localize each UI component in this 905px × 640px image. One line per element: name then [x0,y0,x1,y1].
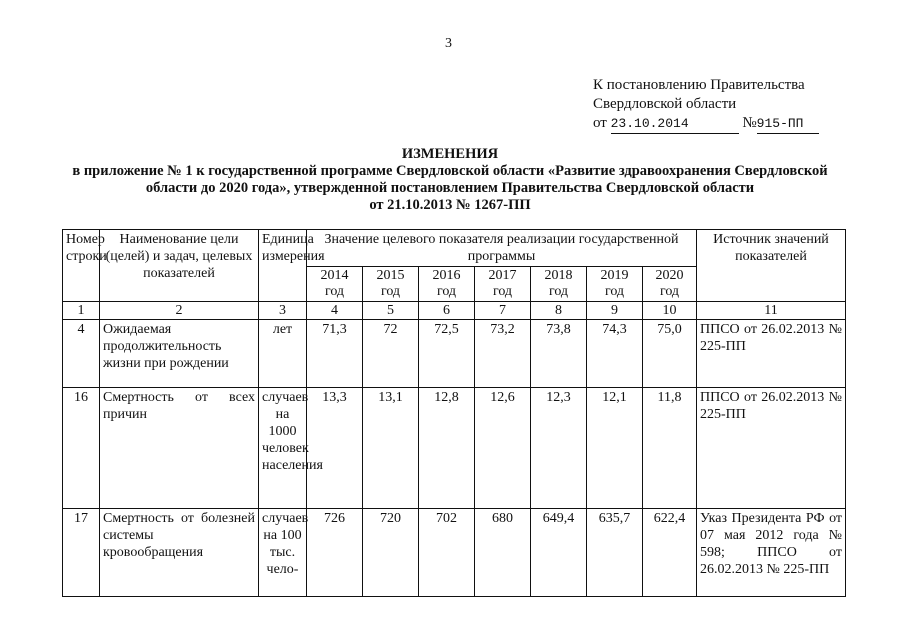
indicator-source: Указ Президента РФ от 07 мая 2012 года № 598; ППСО от 26.02.2013 № 225-ПП [697,509,846,597]
row-number: 17 [63,509,100,597]
indicator-name: Ожидаемая продолжительность жизни при рождении [100,320,259,388]
year-2016: 2016 год [419,267,475,302]
value-2014: 71,3 [307,320,363,388]
year-2015: 2015 год [363,267,419,302]
heading-line-2: области до 2020 года», утвержденной постановлением Правительства Свердловской области [145,180,755,196]
value-2020: 11,8 [643,388,697,509]
row-number: 16 [63,388,100,509]
indicator-source: ППСО от 26.02.2013 № 225-ПП [697,320,846,388]
year-2014: 2014 год [307,267,363,302]
column-number: 10 [643,302,697,320]
indicator-unit: лет [259,320,307,388]
table-row [63,320,846,388]
approval-date-line [593,114,819,134]
approval-date-prefix: от [593,115,607,131]
page-number: 3 [445,36,452,51]
approval-block [593,76,819,134]
value-2020: 75,0 [643,320,697,388]
column-number: 2 [100,302,259,320]
column-number: 5 [363,302,419,320]
header-name: Наименование цели (целей) и задач, целевых показателей [100,230,259,302]
column-number: 4 [307,302,363,320]
year-2020: 2020 год [643,267,697,302]
column-number: 6 [419,302,475,320]
value-2019: 74,3 [587,320,643,388]
year-2017: 2017 год [475,267,531,302]
value-2017: 12,6 [475,388,531,509]
approval-date: 23.10.2014 [611,114,739,134]
approval-line-1: К постановлению Правительства [593,77,805,93]
value-2019: 635,7 [587,509,643,597]
column-numbers-row [63,302,846,320]
indicator-name: Смертность от болезней системы кровообращения [100,509,259,597]
value-2015: 13,1 [363,388,419,509]
approval-number: 915-ПП [757,114,819,134]
header-values-group: Значение целевого показателя реализации государственной программы [307,230,697,267]
value-2019: 12,1 [587,388,643,509]
column-number: 11 [697,302,846,320]
value-2014: 726 [307,509,363,597]
header-row [63,230,846,267]
value-2018: 12,3 [531,388,587,509]
header-source: Источник значений показателей [697,230,846,302]
document-heading [60,146,840,214]
header-unit: Единица измерения [259,230,307,302]
column-number: 7 [475,302,531,320]
column-number: 3 [259,302,307,320]
header-row-number: Номер строки [63,230,100,302]
value-2017: 73,2 [475,320,531,388]
table-row [63,509,846,597]
indicator-name: Смертность от всех причин [100,388,259,509]
indicator-source: ППСО от 26.02.2013 № 225-ПП [697,388,846,509]
indicators-table [62,229,846,597]
heading-title: ИЗМЕНЕНИЯ [401,146,499,162]
value-2017: 680 [475,509,531,597]
indicator-unit: случаев на 1000 человек населения [259,388,307,509]
value-2016: 72,5 [419,320,475,388]
column-number: 8 [531,302,587,320]
value-2014: 13,3 [307,388,363,509]
heading-line-3: от 21.10.2013 № 1267-ПП [369,197,531,213]
value-2020: 622,4 [643,509,697,597]
value-2018: 649,4 [531,509,587,597]
value-2016: 12,8 [419,388,475,509]
value-2016: 702 [419,509,475,597]
value-2015: 720 [363,509,419,597]
indicator-unit: случаев на 100 тыс. чело- [259,509,307,597]
year-2018: 2018 год [531,267,587,302]
approval-line-2: Свердловской области [593,96,737,112]
approval-number-prefix: № [742,115,757,131]
column-number: 9 [587,302,643,320]
row-number: 4 [63,320,100,388]
heading-line-1: в приложение № 1 к государственной программе Свердловской области «Развитие здравоохранения Свердловской [72,163,828,179]
value-2018: 73,8 [531,320,587,388]
year-2019: 2019 год [587,267,643,302]
column-number: 1 [63,302,100,320]
value-2015: 72 [363,320,419,388]
table-row [63,388,846,509]
